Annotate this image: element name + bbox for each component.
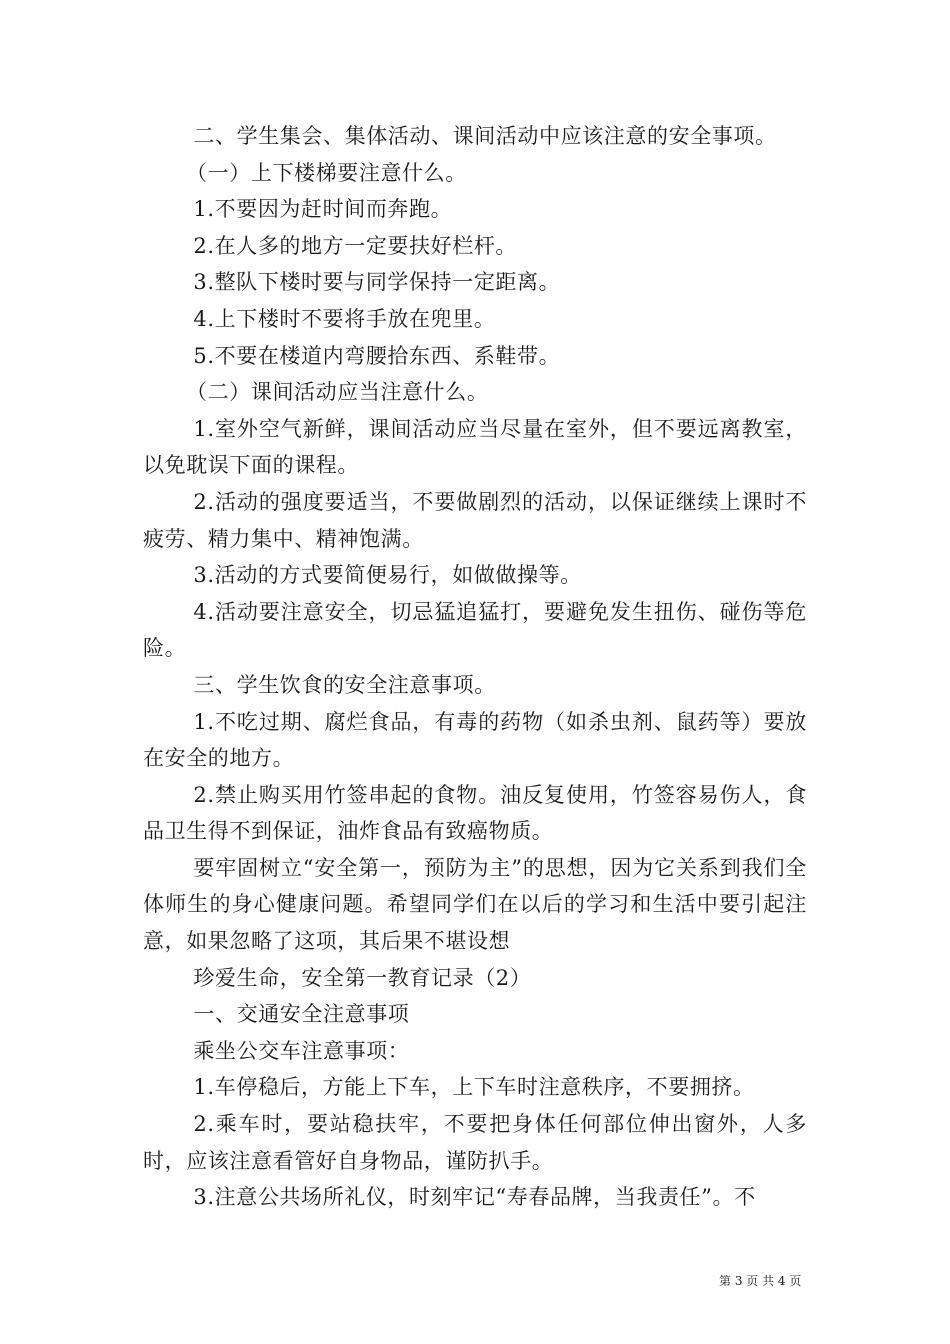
body-paragraph: 1.不要因为赶时间而奔跑。 <box>193 197 453 222</box>
body-paragraph: 4.上下楼时不要将手放在兜里。 <box>193 306 496 331</box>
body-paragraph: 一、交通安全注意事项 <box>193 1002 410 1027</box>
body-paragraph: 1.不吃过期、腐烂食品，有毒的药物（如杀虫剂、鼠药等）要放在安全的地方。 <box>143 709 807 771</box>
body-paragraph: 二、学生集会、集体活动、课间活动中应该注意的安全事项。 <box>193 124 777 148</box>
body-paragraph: 2.活动的强度要适当，不要做剧烈的活动，以保证继续上课时不疲劳、精力集中、精神饱满。 <box>143 489 807 551</box>
body-paragraph: 3.注意公共场所礼仪，时刻牢记“寿春品牌，当我责任”。不 <box>193 1185 756 1210</box>
body-paragraph: 乘坐公交车注意事项： <box>193 1038 410 1063</box>
body-paragraph: 要牢固树立“安全第一，预防为主”的思想，因为它关系到我们全体师生的身心健康问题。希望同学们在以后的学习和生活中要引起注意，如果忽略了这项，其后果不堪设想 <box>143 855 807 954</box>
body-paragraph: 2.禁止购买用竹签串起的食物。油反复使用，竹签容易伤人，食品卫生得不到保证，油炸食品有致癌物质。 <box>143 782 807 844</box>
body-paragraph: 3.整队下楼时要与同学保持一定距离。 <box>193 270 561 295</box>
body-paragraph: 珍爱生命，安全第一教育记录（2） <box>193 965 532 990</box>
body-paragraph: 2.在人多的地方一定要扶好栏杆。 <box>193 233 518 258</box>
body-paragraph: 三、学生饮食的安全注意事项。 <box>193 672 496 697</box>
body-paragraph: 2.乘车时，要站稳扶牢，不要把身体任何部位伸出窗外，人多时，应该注意看管好自身物品，谨防扒手。 <box>143 1112 807 1173</box>
body-paragraph: 1.车停稳后，方能上下车，上下车时注意秩序，不要拥挤。 <box>193 1075 755 1100</box>
body-paragraph: 1.室外空气新鲜，课间活动应当尽量在室外，但不要远离教室，以免耽误下面的课程。 <box>143 416 807 478</box>
body-paragraph: （一）上下楼梯要注意什么。 <box>186 160 467 185</box>
document-body <box>143 118 807 1216</box>
body-paragraph: （二）课间活动应当注意什么。 <box>186 380 489 405</box>
body-paragraph: 5.不要在楼道内弯腰拾东西、系鞋带。 <box>193 343 561 368</box>
page-number-footer: 第 3 页 共 4 页 <box>719 1274 802 1288</box>
body-paragraph: 3.活动的方式要简便易行，如做做操等。 <box>193 563 582 588</box>
body-paragraph: 4.活动要注意安全，切忌猛追猛打，要避免发生扭伤、碰伤等危险。 <box>143 599 807 661</box>
